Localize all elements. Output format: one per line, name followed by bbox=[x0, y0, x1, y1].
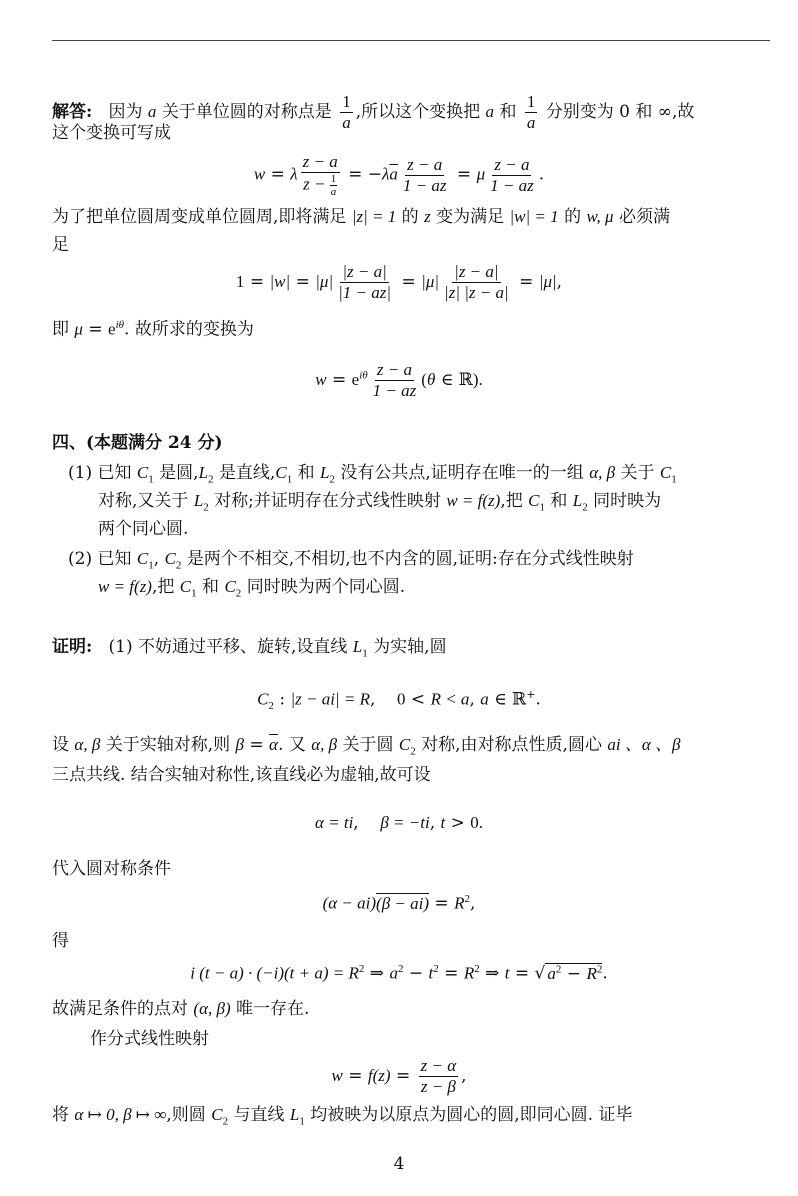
solution-line-5: 即 $\mu = e^{i\theta}$. 故所求的变换为 bbox=[52, 319, 254, 340]
equation-final-transform: $w = e^{i\theta}$ $\frac{z - a}{1 - \overline{a}z}$ (θ ∈ ℝ). bbox=[315, 360, 483, 400]
fraction: $\frac{1}{a}$ bbox=[526, 92, 536, 132]
page-number: 4 bbox=[393, 1154, 405, 1174]
proof-line-5: 得 bbox=[52, 931, 69, 951]
problem-part-2-line-2: w = f(z),把 $C_1$ 和 $C_2$ 同时映为两个同心圆. bbox=[98, 577, 406, 600]
problem-part-1-line-3: 两个同心圆. bbox=[98, 519, 189, 539]
solution-line-2: 这个变换可写成 bbox=[52, 123, 171, 143]
solution-label: 解答: bbox=[52, 102, 93, 122]
equation-symmetry-condition: $(\alpha - ai)(\beta - ai) = R^2$, bbox=[322, 893, 476, 914]
header-rule bbox=[52, 40, 770, 41]
problem-part-2-line-1: (2) 已知 $C_1$, $C_2$ 是两个不相交,不相切,也不内含的圆,证明:存在分式线性映射 bbox=[68, 549, 634, 572]
equation-transform: w = λ z − a z − $\frac{1}{a}$ = $-\lambda\overline{a}$ $\frac{z - a}{1 - \overline{a}z}$ = μ $\frac{z - a}{1 - \overline{a}z}$ . bbox=[253, 152, 545, 198]
equation-modulus: 1 = |w| = |μ| $\frac{|z - a|}{|1 - \overline{a}z|}$ = |μ| $\frac{|z - a|}{|z| |\overline{z} - a|}$ = |μ|, bbox=[235, 262, 563, 302]
solution-line-3: 为了把单位圆周变成单位圆周,即将满足 |z| = 1 的 z 变为满足 |w| = 1 的 w, μ 必须满 bbox=[52, 207, 671, 227]
equation-circle: $C_2$ : |z − ai| = R, 0 < R < a, a ∈ ℝ+. bbox=[257, 688, 541, 713]
problem-heading: 四、(本题满分 24 分) bbox=[52, 433, 223, 453]
equation-points: α = ti, β = −ti, t > 0. bbox=[314, 813, 484, 833]
problem-part-1-line-2: 对称,又关于 $L_2$ 对称;并证明存在分式线性映射 w = f(z),把 $C_1$ 和 $L_2$ 同时映为 bbox=[98, 491, 662, 514]
solution-line-1: 解答: 因为 a 关于单位圆的对称点是 $\frac{1}{a}$ ,所以这个变换把 a 和 $\frac{1}{a}$ 分别变为 0 和 ∞,故 bbox=[52, 92, 695, 132]
proof-line-8: 将 α ↦ 0, β ↦ ∞,则圆 $C_2$ 与直线 $L_1$ 均被映为以原点为圆心的圆,即同心圆. 证毕 bbox=[52, 1105, 633, 1128]
proof-label: 证明: bbox=[52, 637, 93, 657]
proof-line-3: 三点共线. 结合实轴对称性,该直线必为虚轴,故可设 bbox=[52, 765, 431, 785]
solution-line-4: 足 bbox=[52, 235, 69, 255]
proof-line-2: 设 α, β 关于实轴对称,则 $\beta = \overline{\alpha}$. 又 α, β 关于圆 $C_2$ 对称,由对称点性质,圆心 ai 、α 、β bbox=[52, 735, 681, 758]
proof-line-6: 故满足条件的点对 (α, β) 唯一存在. bbox=[52, 999, 310, 1019]
proof-line-7: 作分式线性映射 bbox=[90, 1029, 209, 1049]
equation-solve-t: i $(t - a) \cdot (-i)(t + a) = R^2$ ⇒ $a^2 - t^2 = R^2$ ⇒ t = √ $a^2 - R^2$. bbox=[190, 963, 608, 984]
fraction: $\frac{1}{a}$ bbox=[342, 92, 351, 132]
equation-mapping: w = f(z) = $\frac{z - \alpha}{z - \beta}$ , bbox=[331, 1056, 467, 1096]
proof-line-4: 代入圆对称条件 bbox=[52, 859, 171, 879]
proof-line-1: 证明: (1) 不妨通过平移、旋转,设直线 $L_1$ 为实轴,圆 bbox=[52, 637, 447, 660]
problem-part-1-line-1: (1) 已知 $C_1$ 是圆$,L_2$ 是直线$,C_1$ 和 $L_2$ 没有公共点,证明存在唯一的一组 α, β 关于 $C_1$ bbox=[68, 463, 677, 486]
